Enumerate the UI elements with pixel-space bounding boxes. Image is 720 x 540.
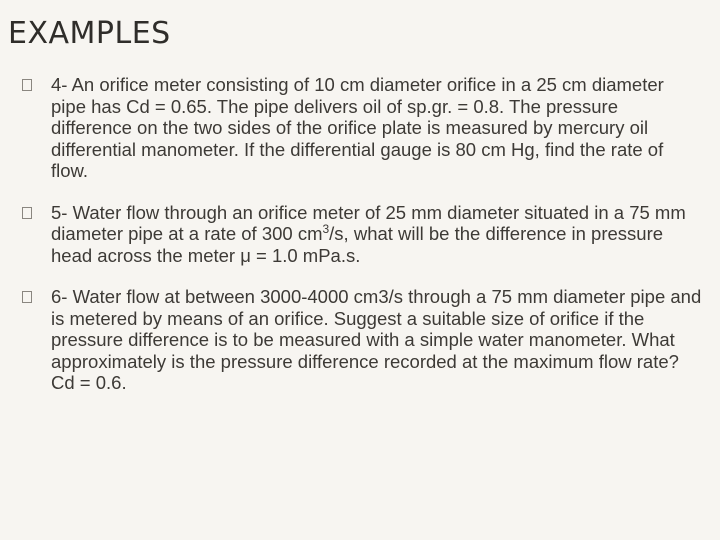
example-5-text-end: /s, what will be the difference in pressure head across the meter μ = 1.0 mPa.s. — [51, 223, 664, 266]
bullet-square-icon — [22, 207, 32, 219]
example-5-text — [51, 202, 702, 267]
list-item — [22, 202, 702, 267]
bullet-square-icon — [22, 79, 32, 91]
slide-title: EXAMPLES — [8, 16, 171, 51]
example-5-text-start: 5- Water flow through an orifice meter of 25 mm diameter situated in a 75 mm diameter pipe at a rate of 300 cm — [51, 201, 686, 244]
bullet-square-icon — [22, 291, 32, 303]
bullet-list — [22, 74, 702, 414]
example-4-text: 4- An orifice meter consisting of 10 cm diameter orifice in a 25 cm diameter pipe has Cd = 0.65. The pipe delivers oil of sp.gr. = 0.8. The pressure difference on the two sides of the orifice plate is measured by mercury oil differential manometer. If the differential gauge is 80 cm Hg, find the rate of flow. — [51, 74, 664, 181]
example-6-text: 6- Water flow at between 3000-4000 cm3/s through a 75 mm diameter pipe and is metered by means of an orifice. Suggest a suitable size of orifice if the pressure difference is to be measured with a simple water manometer. What approximately is the pressure difference recorded at the maximum flow rate? Cd = 0.6. — [51, 286, 702, 393]
list-item — [22, 286, 702, 394]
example-5-superscript: 3 — [322, 221, 330, 236]
list-item — [22, 74, 702, 182]
